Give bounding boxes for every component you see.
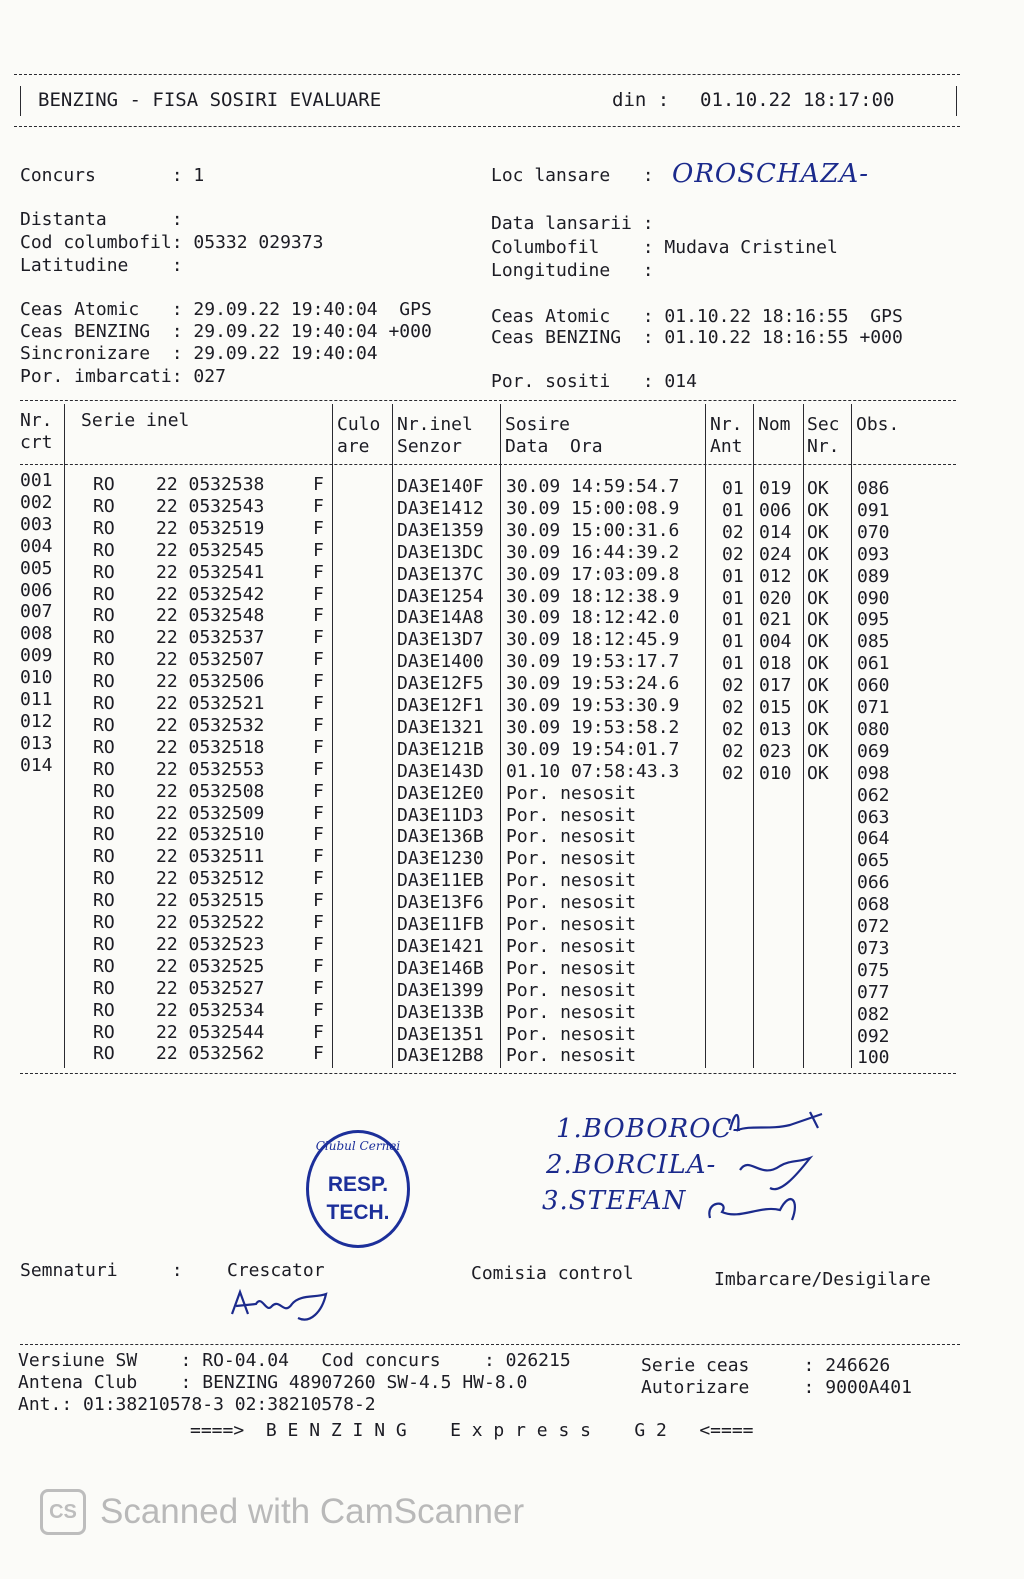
row-nom: 021 — [759, 609, 792, 631]
row-sex: F — [313, 495, 324, 517]
row-arrival: 30.09 16:44:39.2 — [506, 541, 680, 563]
row-nr: 008 — [20, 623, 53, 645]
row-ring: 22 0532515 — [156, 890, 265, 912]
row-arrival: 30.09 15:00:08.9 — [506, 497, 680, 519]
row-sec: OK — [807, 543, 829, 565]
row-ring: 22 0532544 — [156, 1021, 265, 1043]
row-ant: 02 — [722, 718, 744, 740]
row-ring: 22 0532510 — [156, 824, 265, 846]
row-country: RO — [93, 583, 115, 605]
row-ring: 22 0532511 — [156, 846, 265, 868]
row-obs: 069 — [857, 740, 890, 762]
row-nr: 010 — [20, 667, 53, 689]
row-sensor: DA3E12F5 — [397, 673, 484, 695]
info-left-line: Por. imbarcati: 027 — [20, 366, 226, 387]
row-country: RO — [93, 802, 115, 824]
sec-nr-header-2: Nr. — [807, 436, 840, 457]
column-divider — [500, 404, 501, 1068]
row-obs: 060 — [857, 675, 890, 697]
row-country: RO — [93, 933, 115, 955]
row-arrival: 30.09 18:12:42.0 — [506, 607, 680, 629]
row-nom: 012 — [759, 565, 792, 587]
row-ant: 01 — [722, 478, 744, 499]
table-bottom-border — [20, 1073, 956, 1074]
row-sensor: DA3E1351 — [397, 1023, 484, 1045]
row-sex: F — [313, 977, 324, 999]
row-nom: 015 — [759, 697, 792, 718]
row-nr: 011 — [20, 689, 53, 710]
row-sec: OK — [807, 565, 829, 587]
info-right-line: Por. sositi : 014 — [491, 371, 697, 392]
row-nr: 002 — [20, 491, 53, 513]
row-sec: OK — [807, 499, 829, 521]
row-sec: OK — [807, 697, 829, 718]
row-arrival: 30.09 18:12:38.9 — [506, 585, 680, 607]
row-sex: F — [313, 780, 324, 802]
row-sec: OK — [807, 740, 829, 762]
row-country: RO — [93, 824, 115, 846]
row-sex: F — [313, 649, 324, 671]
culoare-header-1: Culo — [337, 414, 381, 435]
row-obs: 075 — [857, 959, 890, 981]
info-left-line: Ceas BENZING : 29.09.22 19:40:04 +000 — [20, 321, 432, 342]
commission-member-2: 2.BORCILA- — [546, 1150, 717, 1180]
report-date-label: din : — [612, 89, 670, 111]
row-ring: 22 0532543 — [156, 495, 265, 517]
row-sex: F — [313, 539, 324, 561]
row-arrival: Por. nesosit — [506, 935, 637, 957]
row-sensor: DA3E143D — [397, 760, 484, 782]
row-obs: 090 — [857, 587, 890, 609]
row-sex: F — [313, 693, 324, 714]
column-divider — [803, 404, 804, 1068]
column-divider — [392, 404, 393, 1068]
loc-lansare-label: Loc lansare : — [491, 165, 654, 186]
row-sensor: DA3E137C — [397, 563, 484, 585]
row-arrival: Por. nesosit — [506, 804, 637, 826]
row-sensor: DA3E13DC — [397, 541, 484, 563]
row-ring: 22 0532537 — [156, 627, 265, 649]
row-sensor: DA3E14A8 — [397, 607, 484, 629]
row-ring: 22 0532525 — [156, 955, 265, 977]
row-sensor: DA3E12B8 — [397, 1045, 484, 1067]
row-ant: 02 — [722, 697, 744, 718]
row-obs: 062 — [857, 784, 890, 806]
row-obs: 063 — [857, 806, 890, 828]
nr-ant-header-1: Nr. — [710, 414, 743, 435]
row-sensor: DA3E1359 — [397, 519, 484, 541]
header-bottom-border — [14, 126, 960, 127]
row-sex: F — [313, 912, 324, 933]
row-ring: 22 0532562 — [156, 1043, 265, 1065]
row-sex: F — [313, 714, 324, 736]
row-ant: 01 — [722, 653, 744, 675]
sosire-header-2: Data Ora — [505, 436, 603, 457]
row-ring: 22 0532507 — [156, 649, 265, 671]
row-obs: 077 — [857, 981, 890, 1003]
info-left-line: Sincronizare : 29.09.22 19:40:04 — [20, 343, 378, 364]
row-obs: 073 — [857, 937, 890, 959]
row-sex: F — [313, 1021, 324, 1043]
row-sensor: DA3E13D7 — [397, 629, 484, 651]
row-ant: 01 — [722, 631, 744, 653]
row-sex: F — [313, 933, 324, 955]
row-arrival: Por. nesosit — [506, 1001, 637, 1023]
row-obs: 080 — [857, 718, 890, 740]
row-ring: 22 0532542 — [156, 583, 265, 605]
row-sec: OK — [807, 762, 829, 784]
footer-line1-left: Versiune SW : RO-04.04 Cod concurs : 026215 — [18, 1350, 571, 1371]
row-country: RO — [93, 912, 115, 933]
row-sec: OK — [807, 587, 829, 609]
footer-banner: ====> B E N Z I N G E x p r e s s G 2 <==== — [190, 1420, 754, 1441]
table-header-separator — [20, 464, 956, 465]
row-sex: F — [313, 955, 324, 977]
row-nom: 018 — [759, 653, 792, 675]
row-country: RO — [93, 495, 115, 517]
row-sensor: DA3E1421 — [397, 935, 484, 957]
row-obs: 082 — [857, 1003, 890, 1025]
row-sensor: DA3E13F6 — [397, 892, 484, 914]
obs-header: Obs. — [856, 414, 900, 435]
footer-line2-left: Antena Club : BENZING 48907260 SW-4.5 HW-8.0 — [18, 1372, 528, 1393]
row-country: RO — [93, 977, 115, 999]
row-nom: 024 — [759, 543, 792, 565]
row-obs: 071 — [857, 697, 890, 718]
row-sensor: DA3E1400 — [397, 651, 484, 673]
row-arrival: 30.09 19:53:17.7 — [506, 651, 680, 673]
row-country: RO — [93, 1043, 115, 1065]
row-nr: 012 — [20, 710, 53, 732]
row-ring: 22 0532518 — [156, 736, 265, 758]
row-arrival: Por. nesosit — [506, 892, 637, 914]
row-ring: 22 0532545 — [156, 539, 265, 561]
row-country: RO — [93, 868, 115, 890]
row-sensor: DA3E11D3 — [397, 804, 484, 826]
footer-line2-right: Autorizare : 9000A401 — [641, 1377, 912, 1398]
row-sex: F — [313, 868, 324, 890]
loc-lansare-value: OROSCHAZA- — [672, 159, 869, 189]
row-arrival: 30.09 19:53:30.9 — [506, 695, 680, 716]
row-arrival: Por. nesosit — [506, 848, 637, 870]
row-arrival: Por. nesosit — [506, 870, 637, 892]
nom-header: Nom — [758, 414, 791, 435]
row-obs: 089 — [857, 565, 890, 587]
row-arrival: 30.09 17:03:09.8 — [506, 563, 680, 585]
row-sec: OK — [807, 521, 829, 543]
row-obs: 091 — [857, 499, 890, 521]
row-arrival: Por. nesosit — [506, 979, 637, 1001]
row-ring: 22 0532522 — [156, 912, 265, 933]
row-sex: F — [313, 1043, 324, 1065]
footer-top-border — [20, 1344, 960, 1345]
row-sensor: DA3E12E0 — [397, 782, 484, 804]
report-date-value: 01.10.22 18:17:00 — [700, 89, 895, 111]
row-ring: 22 0532508 — [156, 780, 265, 802]
row-arrival: 30.09 19:53:58.2 — [506, 716, 680, 738]
row-country: RO — [93, 1021, 115, 1043]
row-obs: 065 — [857, 850, 890, 872]
row-arrival: 30.09 15:00:31.6 — [506, 519, 680, 541]
row-sensor: DA3E1412 — [397, 497, 484, 519]
header-left-bar — [20, 86, 21, 116]
row-ring: 22 0532509 — [156, 802, 265, 824]
row-country: RO — [93, 649, 115, 671]
row-obs: 093 — [857, 543, 890, 565]
info-right-line: Longitudine : — [491, 260, 654, 281]
table-top-border — [20, 400, 956, 401]
row-sensor: DA3E11EB — [397, 870, 484, 892]
row-sensor: DA3E121B — [397, 738, 484, 760]
row-arrival: Por. nesosit — [506, 1023, 637, 1045]
row-ring: 22 0532506 — [156, 671, 265, 693]
row-arrival: 01.10 07:58:43.3 — [506, 760, 680, 782]
row-sec: OK — [807, 675, 829, 697]
row-obs: 092 — [857, 1025, 890, 1047]
row-ring: 22 0532521 — [156, 693, 265, 714]
camscanner-watermark — [40, 1488, 524, 1536]
row-sex: F — [313, 999, 324, 1021]
row-ant: 01 — [722, 587, 744, 609]
row-country: RO — [93, 561, 115, 583]
row-arrival: Por. nesosit — [506, 1045, 637, 1067]
row-country: RO — [93, 517, 115, 539]
row-arrival: Por. nesosit — [506, 914, 637, 935]
row-nom: 019 — [759, 478, 792, 499]
row-country: RO — [93, 890, 115, 912]
row-obs: 061 — [857, 653, 890, 675]
column-divider — [753, 404, 754, 1068]
nr-crt-header-1: Nr. — [20, 410, 53, 431]
nr-inel-header-2: Senzor — [397, 436, 463, 457]
row-ring: 22 0532541 — [156, 561, 265, 583]
culoare-header-2: are — [337, 436, 370, 457]
row-country: RO — [93, 474, 115, 495]
row-ant: 01 — [722, 609, 744, 631]
row-obs: 064 — [857, 828, 890, 850]
info-left-line: Concurs : 1 — [20, 165, 205, 186]
row-obs: 100 — [857, 1047, 890, 1069]
row-country: RO — [93, 539, 115, 561]
row-nom: 004 — [759, 631, 792, 653]
row-ring: 22 0532553 — [156, 758, 265, 780]
row-sec: OK — [807, 631, 829, 653]
row-arrival: 30.09 19:53:24.6 — [506, 673, 680, 695]
info-left-line: Cod columbofil: 05332 029373 — [20, 232, 324, 253]
nr-inel-header-1: Nr.inel — [397, 414, 473, 435]
row-arrival: Por. nesosit — [506, 782, 637, 804]
row-ring: 22 0532519 — [156, 517, 265, 539]
commission-member-3: 3.STEFAN — [542, 1186, 687, 1216]
row-sensor: DA3E140F — [397, 476, 484, 497]
row-arrival: Por. nesosit — [506, 826, 637, 848]
row-obs: 085 — [857, 631, 890, 653]
row-ring: 22 0532512 — [156, 868, 265, 890]
stamp-line1: RESP. — [327, 1173, 389, 1196]
row-sex: F — [313, 561, 324, 583]
row-ring: 22 0532527 — [156, 977, 265, 999]
row-obs: 095 — [857, 609, 890, 631]
row-ant: 02 — [722, 740, 744, 762]
row-nr: 007 — [20, 601, 53, 623]
row-country: RO — [93, 999, 115, 1021]
row-arrival: 30.09 19:54:01.7 — [506, 738, 680, 760]
row-ring: 22 0532538 — [156, 474, 265, 495]
header-right-bar — [956, 86, 957, 116]
row-ant: 02 — [722, 762, 744, 784]
row-sec: OK — [807, 718, 829, 740]
row-nom: 010 — [759, 762, 792, 784]
row-nr: 001 — [20, 470, 53, 491]
row-obs: 072 — [857, 916, 890, 937]
row-nom: 006 — [759, 499, 792, 521]
row-obs: 068 — [857, 894, 890, 916]
row-nr: 006 — [20, 579, 53, 601]
row-sec: OK — [807, 653, 829, 675]
signature-crescator-label: Crescator — [227, 1260, 325, 1281]
row-sensor: DA3E12F1 — [397, 695, 484, 716]
row-nom: 017 — [759, 675, 792, 697]
row-country: RO — [93, 736, 115, 758]
row-country: RO — [93, 714, 115, 736]
row-ring: 22 0532548 — [156, 605, 265, 627]
stamp-arc-text: Clubul Cernei — [315, 1139, 401, 1153]
row-sex: F — [313, 890, 324, 912]
info-right-line: Ceas Atomic : 01.10.22 18:16:55 GPS — [491, 306, 903, 327]
row-country: RO — [93, 605, 115, 627]
nr-ant-header-2: Ant — [710, 436, 743, 457]
row-nr: 009 — [20, 645, 53, 667]
watermark-text: Scanned with CamScanner — [100, 1492, 525, 1531]
row-sex: F — [313, 846, 324, 868]
club-stamp — [306, 1130, 410, 1248]
row-nr: 003 — [20, 513, 53, 535]
column-divider — [332, 404, 333, 1068]
row-sensor: DA3E133B — [397, 1001, 484, 1023]
row-ant: 01 — [722, 565, 744, 587]
row-arrival: 30.09 18:12:45.9 — [506, 629, 680, 651]
row-obs: 070 — [857, 521, 890, 543]
row-obs: 098 — [857, 762, 890, 784]
report-title: BENZING - FISA SOSIRI EVALUARE — [38, 89, 382, 111]
row-ring: 22 0532534 — [156, 999, 265, 1021]
row-ant: 02 — [722, 521, 744, 543]
row-nom: 020 — [759, 587, 792, 609]
info-left-line: Distanta : — [20, 209, 183, 230]
column-divider — [705, 404, 706, 1068]
row-arrival: Por. nesosit — [506, 957, 637, 979]
row-country: RO — [93, 627, 115, 649]
row-country: RO — [93, 955, 115, 977]
signature-comisia-label: Comisia control — [471, 1263, 634, 1284]
column-divider — [64, 404, 65, 1068]
row-sex: F — [313, 627, 324, 649]
row-nom: 023 — [759, 740, 792, 762]
row-ring: 22 0532532 — [156, 714, 265, 736]
camscanner-logo-icon: CS — [40, 1489, 86, 1535]
row-ant: 02 — [722, 675, 744, 697]
info-left-line: Ceas Atomic : 29.09.22 19:40:04 GPS — [20, 299, 432, 320]
row-country: RO — [93, 671, 115, 693]
row-sec: OK — [807, 478, 829, 499]
signatures-label: Semnaturi : — [20, 1260, 183, 1281]
row-sex: F — [313, 802, 324, 824]
crescator-signature-icon — [226, 1284, 336, 1328]
row-nom: 013 — [759, 718, 792, 740]
footer-antenna-line: Ant.: 01:38210578-3 02:38210578-2 — [18, 1394, 376, 1415]
row-sec: OK — [807, 609, 829, 631]
serie-inel-header: Serie inel — [81, 410, 190, 431]
row-ring: 22 0532523 — [156, 933, 265, 955]
row-sensor: DA3E1230 — [397, 848, 484, 870]
row-nr: 014 — [20, 754, 53, 776]
nr-crt-header-2: crt — [20, 432, 53, 453]
stamp-line2: TECH. — [326, 1201, 390, 1224]
row-nr: 005 — [20, 557, 53, 579]
row-nr: 004 — [20, 535, 53, 557]
row-sex: F — [313, 517, 324, 539]
row-country: RO — [93, 780, 115, 802]
header-top-border — [14, 74, 960, 75]
row-obs: 086 — [857, 478, 890, 499]
row-sensor: DA3E11FB — [397, 914, 484, 935]
commission-member-1: 1.BOBOROC- — [556, 1114, 743, 1144]
row-sensor: DA3E146B — [397, 957, 484, 979]
sec-nr-header-1: Sec — [807, 414, 840, 435]
row-sensor: DA3E1321 — [397, 716, 484, 738]
row-sex: F — [313, 758, 324, 780]
info-right-line: Data lansarii : — [491, 213, 654, 234]
row-country: RO — [93, 846, 115, 868]
row-country: RO — [93, 758, 115, 780]
row-ant: 01 — [722, 499, 744, 521]
row-sex: F — [313, 824, 324, 846]
row-ant: 02 — [722, 543, 744, 565]
row-arrival: 30.09 14:59:54.7 — [506, 476, 680, 497]
info-right-line: Columbofil : Mudava Cristinel — [491, 237, 838, 258]
sosire-header-1: Sosire — [505, 414, 571, 435]
row-sensor: DA3E1399 — [397, 979, 484, 1001]
commission-signatures-icon — [700, 1100, 840, 1230]
row-nr: 013 — [20, 732, 53, 754]
column-divider — [851, 404, 852, 1068]
row-sex: F — [313, 474, 324, 495]
info-right-line: Ceas BENZING : 01.10.22 18:16:55 +000 — [491, 327, 903, 348]
row-country: RO — [93, 693, 115, 714]
row-sex: F — [313, 583, 324, 605]
row-sex: F — [313, 605, 324, 627]
signature-imbarcare-label: Imbarcare/Desigilare — [714, 1269, 931, 1290]
row-sensor: DA3E136B — [397, 826, 484, 848]
footer-line1-right: Serie ceas : 246626 — [641, 1355, 891, 1376]
row-sensor: DA3E1254 — [397, 585, 484, 607]
row-nom: 014 — [759, 521, 792, 543]
row-obs: 066 — [857, 872, 890, 894]
row-sex: F — [313, 736, 324, 758]
info-left-line: Latitudine : — [20, 255, 183, 276]
row-sex: F — [313, 671, 324, 693]
